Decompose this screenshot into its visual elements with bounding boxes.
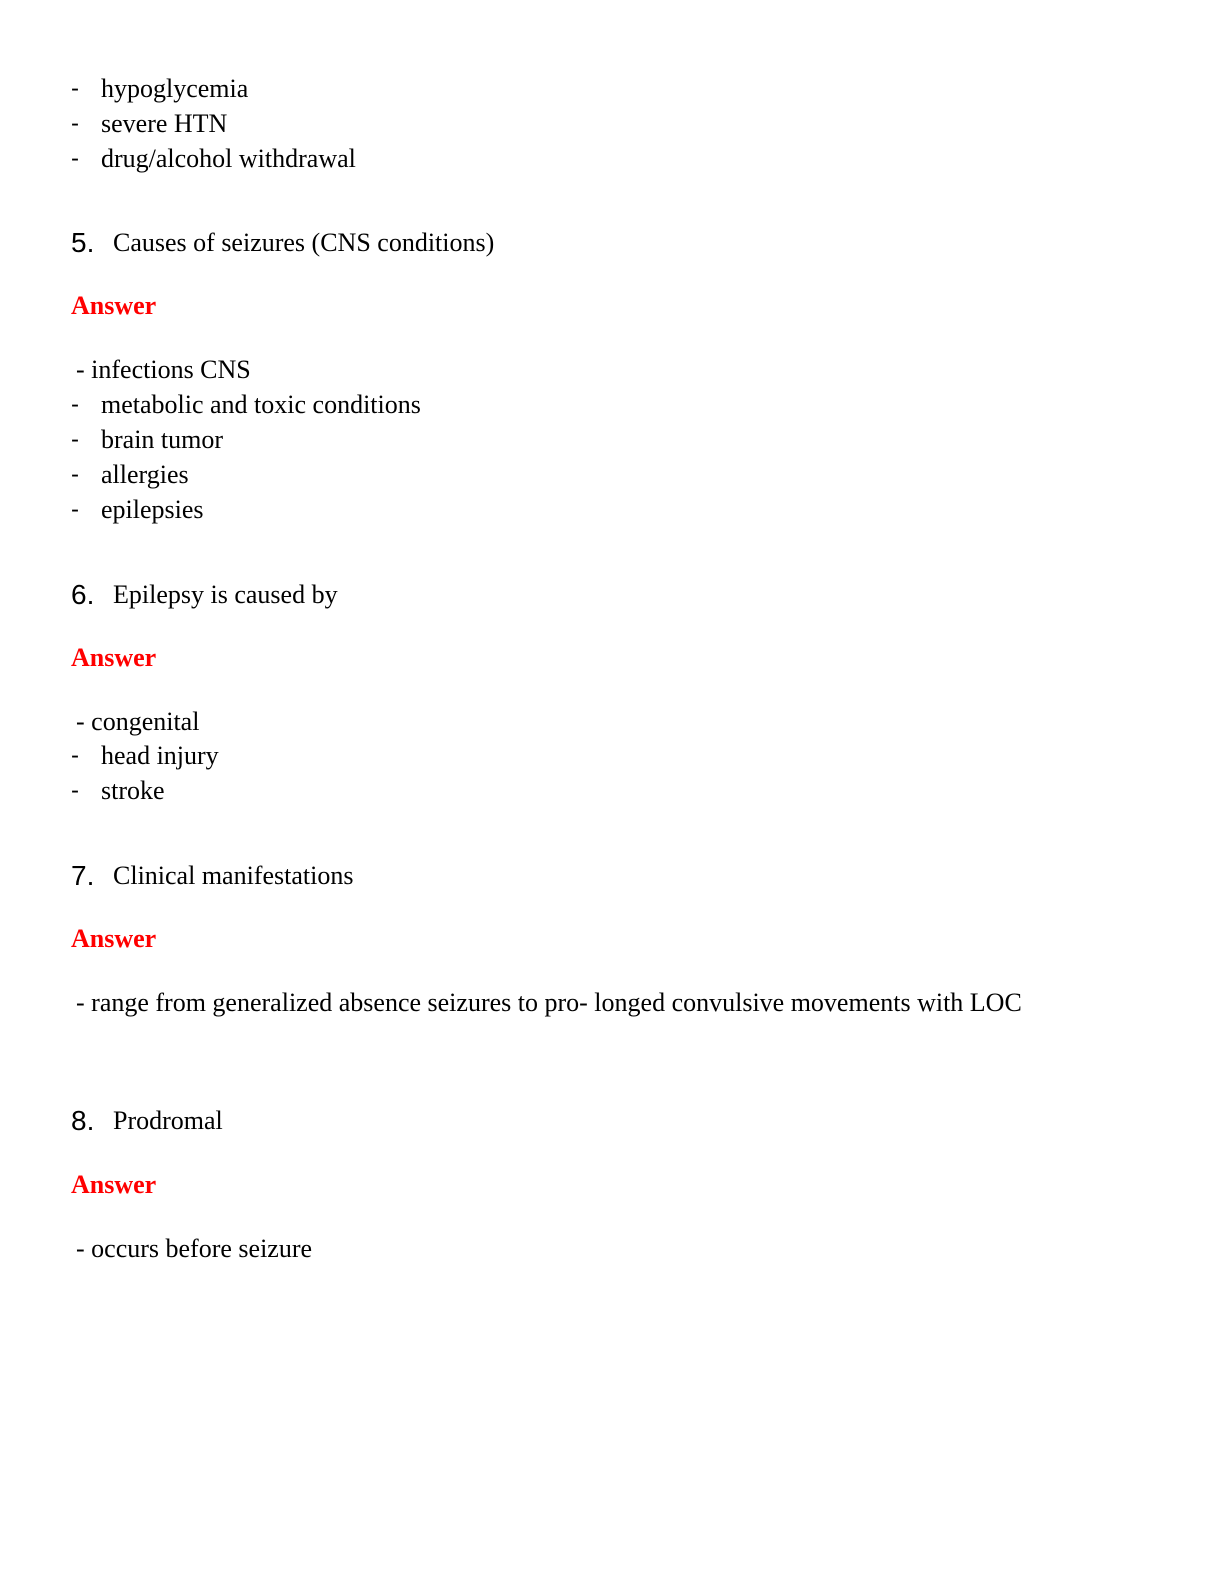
answer-text: - infections CNS bbox=[76, 355, 251, 384]
question-number: 5. bbox=[71, 227, 95, 258]
question-title: Causes of seizures (CNS conditions) bbox=[113, 228, 495, 257]
answer-label: Answer bbox=[71, 1170, 157, 1199]
answer-label: Answer bbox=[71, 291, 157, 320]
list-dash: - bbox=[71, 75, 79, 102]
list-item-text: brain tumor bbox=[101, 425, 224, 454]
list-dash: - bbox=[71, 110, 79, 137]
question-number: 6. bbox=[71, 579, 95, 610]
list-item-text: stroke bbox=[101, 776, 165, 805]
question-title: Prodromal bbox=[113, 1106, 223, 1135]
answer-text: - occurs before seizure bbox=[76, 1234, 313, 1263]
question-title: Clinical manifestations bbox=[113, 861, 354, 890]
answer-label: Answer bbox=[71, 924, 157, 953]
list-dash: - bbox=[71, 391, 79, 418]
answer-label: Answer bbox=[71, 643, 157, 672]
list-dash: - bbox=[71, 496, 79, 523]
question-number: 7. bbox=[71, 860, 95, 891]
list-dash: - bbox=[71, 777, 79, 804]
answer-text: - congenital bbox=[76, 707, 200, 736]
list-item-text: metabolic and toxic conditions bbox=[101, 390, 421, 419]
question-title: Epilepsy is caused by bbox=[113, 580, 338, 609]
list-dash: - bbox=[71, 145, 79, 172]
list-item-text: drug/alcohol withdrawal bbox=[101, 144, 356, 173]
list-dash: - bbox=[71, 742, 79, 769]
list-item-text: allergies bbox=[101, 460, 189, 489]
list-item-text: epilepsies bbox=[101, 495, 204, 524]
list-item-text: hypoglycemia bbox=[101, 74, 249, 103]
question-number: 8. bbox=[71, 1105, 95, 1136]
answer-text: - range from generalized absence seizures to pro- longed convulsive movements with LOC bbox=[76, 988, 1022, 1017]
list-dash: - bbox=[71, 461, 79, 488]
list-item-text: severe HTN bbox=[101, 109, 228, 138]
list-dash: - bbox=[71, 426, 79, 453]
list-item-text: head injury bbox=[101, 741, 219, 770]
